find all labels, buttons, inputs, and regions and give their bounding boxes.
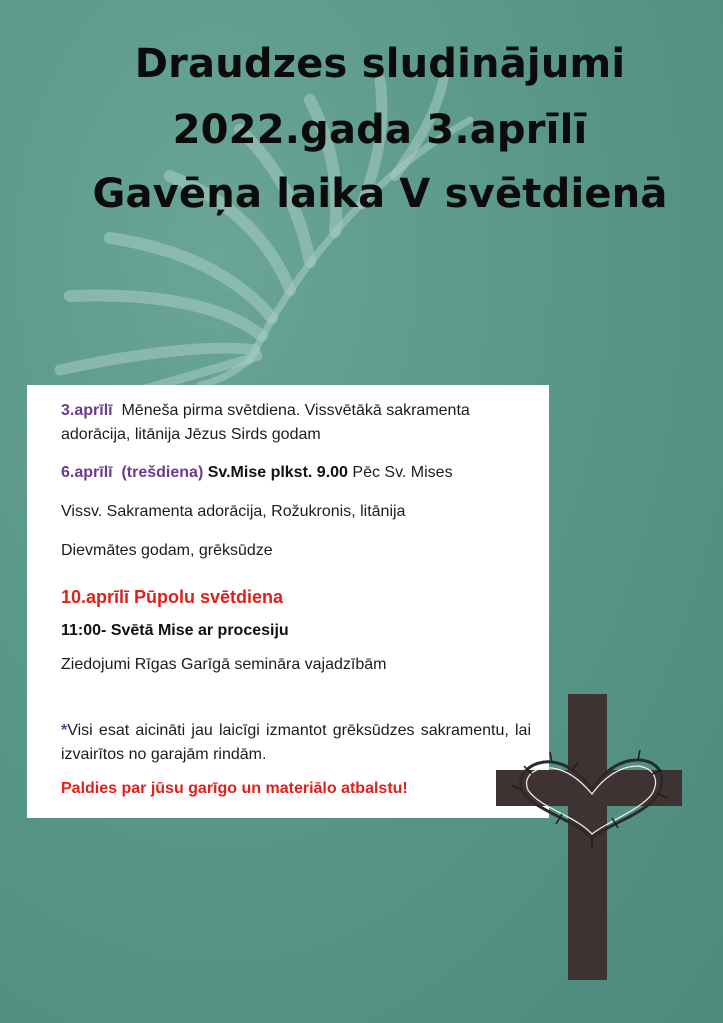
notice-2-after: Pēc Sv. Mises [352, 464, 453, 481]
thanks-text: Paldies par jūsu garīgo un materiālo atbalstu! [61, 780, 408, 797]
confession-note [61, 719, 531, 767]
cross-with-crown-of-thorns-icon [492, 690, 692, 982]
note-text: Visi esat aicināti jau laicīgi izmantot grēksūdzes sakramentu, lai izvairītos no garajām rindām. [61, 722, 531, 763]
page-title-line-3: Gavēņa laika V svētdienā [92, 171, 668, 217]
notice-3-mass: 11:00- Svētā Mise ar procesiju [61, 622, 289, 639]
notice-3-heading: 10.aprīlī Pūpolu svētdiena [61, 587, 284, 607]
notice-2-mass: Sv.Mise plkst. 9.00 [207, 464, 348, 481]
page-title-line-2: 2022.gada 3.aprīlī [172, 107, 588, 153]
notice-1-date: 3.aprīlī [61, 402, 113, 419]
page-title-line-1: Draudzes sludinājumi [134, 41, 626, 87]
notice-2-cont-1 [61, 500, 531, 524]
note-asterisk: * [61, 722, 68, 739]
notice-3-donations: Ziedojumi Rīgas Garīgā semināra vajadzībām [61, 656, 387, 673]
notice-2-day: (trešdiena) [121, 464, 204, 481]
notice-1-cont [61, 423, 531, 447]
notice-1-text-a: Mēneša pirma svētdiena. Vissvētākā sakramenta [121, 402, 470, 419]
notice-1-text-b: adorācija, litānija Jēzus Sirds godam [61, 426, 321, 443]
notice-2-text-c: Dievmātes godam, grēksūdze [61, 542, 273, 559]
announcements-card [27, 385, 549, 818]
notice-2-date: 6.aprīlī [61, 464, 113, 481]
notice-2 [61, 461, 531, 485]
notice-1 [61, 399, 531, 423]
notice-2-cont-2 [61, 539, 531, 563]
notice-2-text-b: Vissv. Sakramenta adorācija, Rožukronis, litānija [61, 503, 406, 520]
